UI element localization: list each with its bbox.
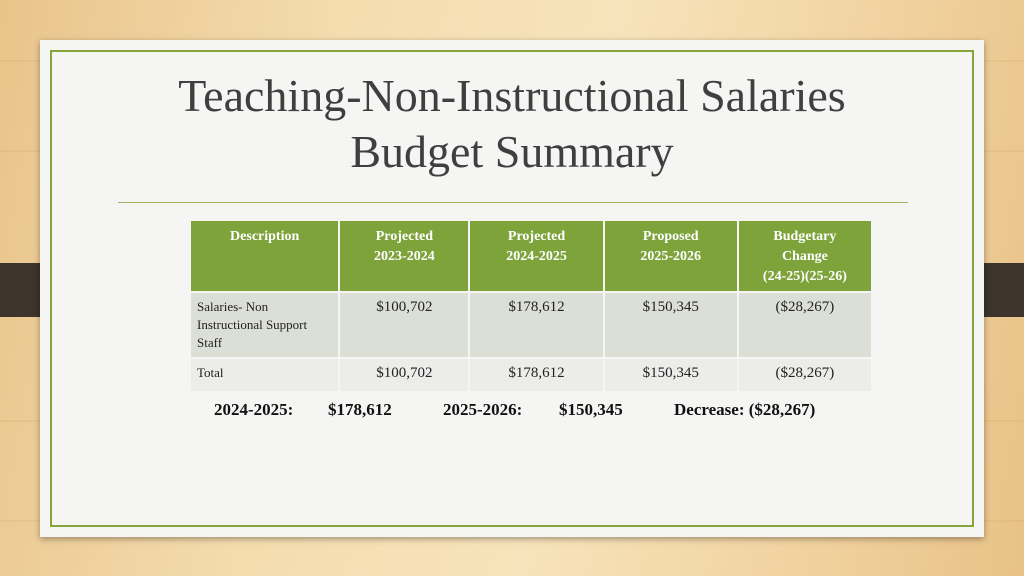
slide-title-line2: Budget Summary	[350, 126, 674, 177]
header-line: Description	[230, 229, 300, 244]
header-line: Change	[781, 249, 828, 264]
header-line: (24-25)(25-26)	[762, 269, 847, 284]
budget-table	[189, 219, 873, 393]
summary-label-2024-2025: 2024-2025:	[214, 400, 294, 419]
cell-budgetary-change: ($28,267)	[739, 359, 871, 391]
header-line: Projected	[507, 229, 566, 244]
slide-title-line1: Teaching-Non-Instructional Salaries	[178, 70, 846, 121]
header-description	[191, 221, 338, 291]
cell-proposed-2025-2026: $150,345	[605, 359, 737, 391]
header-budgetary-change	[739, 221, 871, 291]
description-line: Total	[197, 365, 224, 380]
slide	[40, 40, 984, 537]
header-projected-2023-2024	[340, 221, 468, 291]
header-proposed-2025-2026	[605, 221, 737, 291]
summary-value-2025-2026: $150,345	[559, 400, 623, 419]
title-divider	[118, 202, 908, 203]
cell-projected-2024-2025: $178,612	[470, 293, 602, 357]
header-line: 2024-2025	[506, 249, 567, 264]
cell-proposed-2025-2026: $150,345	[605, 293, 737, 357]
table-row	[191, 293, 871, 357]
header-line: Budgetary	[773, 229, 837, 244]
slide-title	[100, 68, 924, 180]
header-line: Projected	[375, 229, 434, 244]
cell-projected-2023-2024: $100,702	[340, 359, 468, 391]
summary-decrease: Decrease: ($28,267)	[674, 400, 816, 419]
header-line: 2023-2024	[374, 249, 435, 264]
description-line: Staff	[197, 335, 223, 350]
cell-projected-2023-2024: $100,702	[340, 293, 468, 357]
description-line: Salaries- Non	[197, 299, 269, 314]
table-header-row	[191, 221, 871, 291]
header-line: 2025-2026	[640, 249, 702, 264]
cell-budgetary-change: ($28,267)	[739, 293, 871, 357]
summary-value-2024-2025: $178,612	[328, 400, 392, 419]
row-description	[191, 293, 338, 357]
table-row-total	[191, 359, 871, 391]
header-line: Proposed	[642, 229, 699, 244]
row-description	[191, 359, 338, 391]
summary-label-2025-2026: 2025-2026:	[443, 400, 523, 419]
cell-projected-2024-2025: $178,612	[470, 359, 602, 391]
header-projected-2024-2025	[470, 221, 602, 291]
description-line: Instructional Support	[197, 317, 308, 332]
